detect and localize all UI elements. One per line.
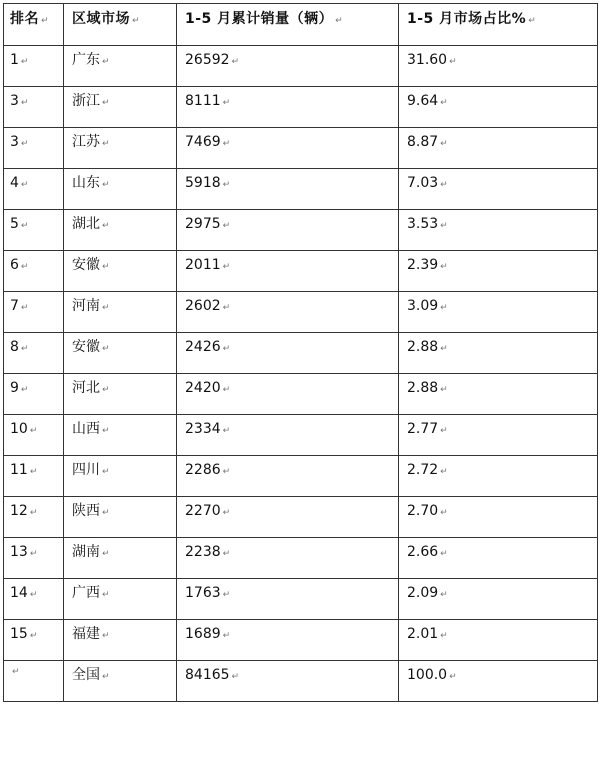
rank-cell xyxy=(4,128,64,169)
region-cell xyxy=(64,415,177,456)
share-cell xyxy=(399,333,598,374)
region-cell xyxy=(64,374,177,415)
region-cell xyxy=(64,497,177,538)
region-value: 浙江 xyxy=(72,93,100,109)
paragraph-mark-icon: ↵ xyxy=(231,57,240,67)
sales-cell xyxy=(177,169,399,210)
sales-cell xyxy=(177,538,399,579)
table-row xyxy=(4,292,598,333)
region-cell xyxy=(64,579,177,620)
paragraph-mark-icon: ↵ xyxy=(222,98,231,108)
table-row xyxy=(4,456,598,497)
paragraph-mark-icon: ↵ xyxy=(20,98,29,108)
paragraph-mark-icon: ↵ xyxy=(29,549,38,559)
paragraph-mark-icon: ↵ xyxy=(29,426,38,436)
sales-cell xyxy=(177,46,399,87)
paragraph-mark-icon: ↵ xyxy=(440,221,448,231)
share-value: 7.03 xyxy=(407,175,439,191)
paragraph-mark-icon: ↵ xyxy=(440,262,448,272)
sales-cell xyxy=(177,374,399,415)
sales-value: 7469 xyxy=(185,134,221,150)
share-value: 2.01 xyxy=(407,626,439,642)
paragraph-mark-icon: ↵ xyxy=(222,508,231,518)
paragraph-mark-icon: ↵ xyxy=(222,262,231,272)
sales-cell xyxy=(177,292,399,333)
rank-cell xyxy=(4,415,64,456)
region-value: 安徽 xyxy=(72,339,100,355)
table-row xyxy=(4,538,598,579)
sales-value: 2426 xyxy=(185,339,221,355)
paragraph-mark-icon: ↵ xyxy=(440,303,448,313)
sales-cell xyxy=(177,210,399,251)
sales-cell xyxy=(177,620,399,661)
paragraph-mark-icon: ↵ xyxy=(20,385,29,395)
paragraph-mark-icon: ↵ xyxy=(102,426,110,436)
table-row xyxy=(4,251,598,292)
header-region xyxy=(64,4,177,46)
table-row xyxy=(4,579,598,620)
paragraph-mark-icon: ↵ xyxy=(102,180,110,190)
share-value: 8.87 xyxy=(407,134,439,150)
rank-value: 3 xyxy=(10,93,19,109)
rank-value: 6 xyxy=(10,257,19,273)
share-cell xyxy=(399,251,598,292)
paragraph-mark-icon: ↵ xyxy=(231,672,240,682)
share-cell xyxy=(399,87,598,128)
rank-cell xyxy=(4,333,64,374)
header-share-label: 1-5 月市场占比% xyxy=(407,11,527,27)
paragraph-mark-icon: ↵ xyxy=(222,631,231,641)
region-cell xyxy=(64,46,177,87)
share-cell xyxy=(399,661,598,702)
share-value: 2.88 xyxy=(407,339,439,355)
region-value: 福建 xyxy=(72,626,100,642)
share-value: 2.88 xyxy=(407,380,439,396)
paragraph-mark-icon: ↵ xyxy=(102,139,110,149)
region-value: 广西 xyxy=(72,585,100,601)
paragraph-mark-icon: ↵ xyxy=(222,344,231,354)
table-row xyxy=(4,46,598,87)
paragraph-mark-icon: ↵ xyxy=(222,180,231,190)
paragraph-mark-icon: ↵ xyxy=(102,508,110,518)
share-cell xyxy=(399,128,598,169)
paragraph-mark-icon: ↵ xyxy=(449,57,457,67)
share-value: 3.53 xyxy=(407,216,439,232)
region-cell xyxy=(64,333,177,374)
table-row xyxy=(4,661,598,702)
table-row xyxy=(4,620,598,661)
share-value: 100.0 xyxy=(407,667,448,683)
rank-value: 1 xyxy=(10,52,19,68)
paragraph-mark-icon: ↵ xyxy=(440,180,448,190)
paragraph-mark-icon: ↵ xyxy=(222,467,231,477)
paragraph-mark-icon: ↵ xyxy=(222,221,231,231)
paragraph-mark-icon: ↵ xyxy=(132,16,140,26)
header-region-label: 区域市场 xyxy=(72,11,130,27)
region-value: 全国 xyxy=(72,667,100,683)
region-value: 湖北 xyxy=(72,216,100,232)
share-cell xyxy=(399,579,598,620)
share-value: 31.60 xyxy=(407,52,448,68)
region-cell xyxy=(64,661,177,702)
sales-value: 2602 xyxy=(185,298,221,314)
table-row xyxy=(4,169,598,210)
sales-cell xyxy=(177,128,399,169)
region-cell xyxy=(64,210,177,251)
paragraph-mark-icon: ↵ xyxy=(20,57,29,67)
share-value: 2.66 xyxy=(407,544,439,560)
rank-cell xyxy=(4,579,64,620)
header-share xyxy=(399,4,598,46)
share-value: 3.09 xyxy=(407,298,439,314)
region-value: 陕西 xyxy=(72,503,100,519)
table-header-row xyxy=(4,4,598,46)
rank-value: 9 xyxy=(10,380,19,396)
paragraph-mark-icon: ↵ xyxy=(102,590,110,600)
rank-value xyxy=(4,669,10,674)
paragraph-mark-icon: ↵ xyxy=(20,180,29,190)
paragraph-mark-icon: ↵ xyxy=(440,426,448,436)
share-cell xyxy=(399,415,598,456)
rank-value: 13 xyxy=(10,544,28,560)
regional-sales-table xyxy=(3,3,598,702)
sales-value: 26592 xyxy=(185,52,230,68)
paragraph-mark-icon: ↵ xyxy=(440,549,448,559)
region-value: 江苏 xyxy=(72,134,100,150)
region-value: 河南 xyxy=(72,298,100,314)
paragraph-mark-icon: ↵ xyxy=(335,16,343,26)
region-value: 广东 xyxy=(72,52,100,68)
sales-cell xyxy=(177,251,399,292)
rank-value: 5 xyxy=(10,216,19,232)
header-sales xyxy=(177,4,399,46)
header-sales-label: 1-5 月累计销量（辆） xyxy=(185,11,334,27)
paragraph-mark-icon: ↵ xyxy=(102,262,110,272)
paragraph-mark-icon: ↵ xyxy=(440,467,448,477)
share-value: 2.77 xyxy=(407,421,439,437)
rank-cell xyxy=(4,661,64,702)
sales-cell xyxy=(177,333,399,374)
share-cell xyxy=(399,46,598,87)
paragraph-mark-icon: ↵ xyxy=(102,672,110,682)
paragraph-mark-icon: ↵ xyxy=(440,385,448,395)
paragraph-mark-icon: ↵ xyxy=(41,16,49,26)
table-row xyxy=(4,210,598,251)
rank-value: 8 xyxy=(10,339,19,355)
share-value: 2.09 xyxy=(407,585,439,601)
rank-cell xyxy=(4,374,64,415)
share-value: 9.64 xyxy=(407,93,439,109)
rank-value: 4 xyxy=(10,175,19,191)
table-row xyxy=(4,497,598,538)
region-cell xyxy=(64,87,177,128)
share-cell xyxy=(399,456,598,497)
region-cell xyxy=(64,538,177,579)
region-value: 河北 xyxy=(72,380,100,396)
region-value: 安徽 xyxy=(72,257,100,273)
paragraph-mark-icon: ↵ xyxy=(222,139,231,149)
rank-cell xyxy=(4,87,64,128)
rank-value: 3 xyxy=(10,134,19,150)
paragraph-mark-icon: ↵ xyxy=(102,385,110,395)
share-cell xyxy=(399,210,598,251)
sales-value: 1689 xyxy=(185,626,221,642)
region-value: 山西 xyxy=(72,421,100,437)
rank-cell xyxy=(4,497,64,538)
paragraph-mark-icon: ↵ xyxy=(102,549,110,559)
paragraph-mark-icon: ↵ xyxy=(29,508,38,518)
paragraph-mark-icon: ↵ xyxy=(102,344,110,354)
paragraph-mark-icon: ↵ xyxy=(222,590,231,600)
region-cell xyxy=(64,251,177,292)
paragraph-mark-icon: ↵ xyxy=(20,221,29,231)
rank-cell xyxy=(4,169,64,210)
rank-value: 15 xyxy=(10,626,28,642)
paragraph-mark-icon: ↵ xyxy=(222,385,231,395)
sales-value: 5918 xyxy=(185,175,221,191)
sales-cell xyxy=(177,87,399,128)
share-cell xyxy=(399,374,598,415)
paragraph-mark-icon: ↵ xyxy=(29,631,38,641)
sales-value: 2286 xyxy=(185,462,221,478)
table-row xyxy=(4,128,598,169)
rank-cell xyxy=(4,456,64,497)
sales-cell xyxy=(177,579,399,620)
share-cell xyxy=(399,497,598,538)
paragraph-mark-icon: ↵ xyxy=(29,590,38,600)
share-value: 2.39 xyxy=(407,257,439,273)
sales-value: 2238 xyxy=(185,544,221,560)
sales-cell xyxy=(177,456,399,497)
paragraph-mark-icon: ↵ xyxy=(102,303,110,313)
header-rank xyxy=(4,4,64,46)
paragraph-mark-icon: ↵ xyxy=(20,139,29,149)
share-cell xyxy=(399,169,598,210)
paragraph-mark-icon: ↵ xyxy=(440,98,448,108)
region-cell xyxy=(64,620,177,661)
table-row xyxy=(4,415,598,456)
paragraph-mark-icon: ↵ xyxy=(222,426,231,436)
rank-value: 12 xyxy=(10,503,28,519)
paragraph-mark-icon: ↵ xyxy=(440,344,448,354)
sales-cell xyxy=(177,497,399,538)
sales-value: 84165 xyxy=(185,667,230,683)
rank-cell xyxy=(4,210,64,251)
paragraph-mark-icon: ↵ xyxy=(102,98,110,108)
header-rank-label: 排名 xyxy=(10,11,39,27)
paragraph-mark-icon: ↵ xyxy=(102,221,110,231)
paragraph-mark-icon: ↵ xyxy=(440,508,448,518)
paragraph-mark-icon: ↵ xyxy=(102,631,110,641)
sales-value: 2334 xyxy=(185,421,221,437)
rank-cell xyxy=(4,292,64,333)
paragraph-mark-icon: ↵ xyxy=(440,590,448,600)
share-cell xyxy=(399,538,598,579)
sales-value: 2270 xyxy=(185,503,221,519)
table-body xyxy=(4,46,598,702)
paragraph-mark-icon: ↵ xyxy=(12,667,20,677)
sales-cell xyxy=(177,661,399,702)
region-value: 四川 xyxy=(72,462,100,478)
rank-value: 14 xyxy=(10,585,28,601)
share-cell xyxy=(399,292,598,333)
region-value: 湖南 xyxy=(72,544,100,560)
rank-cell xyxy=(4,46,64,87)
region-value: 山东 xyxy=(72,175,100,191)
sales-value: 2011 xyxy=(185,257,221,273)
paragraph-mark-icon: ↵ xyxy=(102,57,110,67)
table-row xyxy=(4,374,598,415)
share-value: 2.70 xyxy=(407,503,439,519)
paragraph-mark-icon: ↵ xyxy=(440,631,448,641)
paragraph-mark-icon: ↵ xyxy=(222,549,231,559)
paragraph-mark-icon: ↵ xyxy=(20,344,29,354)
sales-value: 2975 xyxy=(185,216,221,232)
sales-cell xyxy=(177,415,399,456)
paragraph-mark-icon: ↵ xyxy=(20,303,29,313)
region-cell xyxy=(64,169,177,210)
sales-value: 2420 xyxy=(185,380,221,396)
table-row xyxy=(4,333,598,374)
paragraph-mark-icon: ↵ xyxy=(528,16,536,26)
rank-value: 10 xyxy=(10,421,28,437)
rank-value: 11 xyxy=(10,462,28,478)
rank-cell xyxy=(4,620,64,661)
sales-table-container xyxy=(3,3,597,702)
paragraph-mark-icon: ↵ xyxy=(102,467,110,477)
share-value: 2.72 xyxy=(407,462,439,478)
region-cell xyxy=(64,128,177,169)
paragraph-mark-icon: ↵ xyxy=(440,139,448,149)
rank-value: 7 xyxy=(10,298,19,314)
paragraph-mark-icon: ↵ xyxy=(20,262,29,272)
rank-cell xyxy=(4,538,64,579)
sales-value: 8111 xyxy=(185,93,221,109)
table-row xyxy=(4,87,598,128)
paragraph-mark-icon: ↵ xyxy=(449,672,457,682)
sales-value: 1763 xyxy=(185,585,221,601)
share-cell xyxy=(399,620,598,661)
rank-cell xyxy=(4,251,64,292)
paragraph-mark-icon: ↵ xyxy=(29,467,38,477)
region-cell xyxy=(64,456,177,497)
paragraph-mark-icon: ↵ xyxy=(222,303,231,313)
region-cell xyxy=(64,292,177,333)
